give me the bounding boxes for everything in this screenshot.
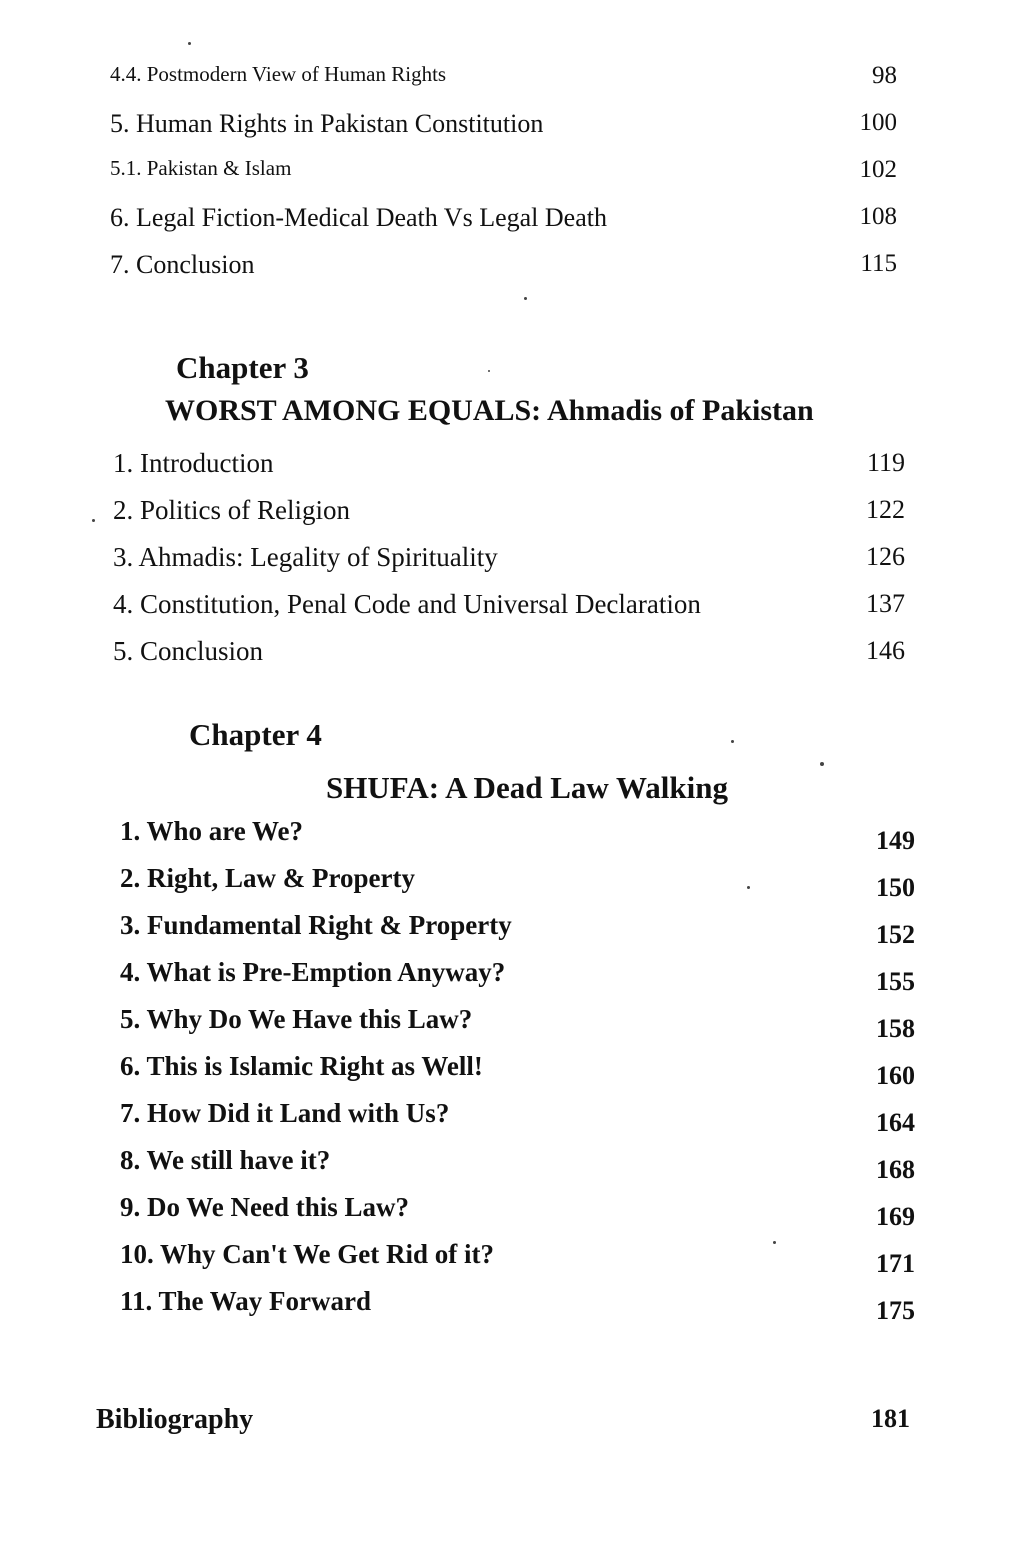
chapter-3-heading: WORST AMONG EQUALS: Ahmadis of Pakistan — [165, 394, 814, 427]
chapter4-entries — [0, 816, 1024, 1333]
toc-entry-title: 6. Legal Fiction-Medical Death Vs Legal Death — [110, 203, 607, 232]
chapter-3-label: Chapter 3 — [176, 350, 309, 385]
toc-entry-title: 3. Fundamental Right & Property — [120, 910, 512, 940]
toc-entry — [0, 910, 1024, 957]
toc-entry-page: 158 — [876, 1014, 915, 1043]
toc-entry-page: 122 — [866, 495, 905, 524]
toc-entry — [0, 816, 1024, 863]
toc-entry — [0, 1192, 1024, 1239]
toc-entry-title: 4. What is Pre-Emption Anyway? — [120, 957, 506, 987]
toc-entry-page: 102 — [859, 156, 897, 183]
scan-speck — [747, 886, 750, 889]
toc-entry — [0, 589, 1024, 636]
toc-entry — [0, 448, 1024, 495]
toc-entry — [0, 1145, 1024, 1192]
toc-entry — [0, 863, 1024, 910]
toc-entry-page: 164 — [876, 1108, 915, 1137]
toc-entry-title: 2. Right, Law & Property — [120, 863, 415, 893]
chapter2-entries — [0, 62, 1024, 297]
scan-speck — [524, 297, 527, 300]
scan-speck — [188, 42, 191, 45]
toc-entry-title: 11. The Way Forward — [120, 1286, 372, 1316]
toc-entry — [0, 542, 1024, 589]
scan-speck — [92, 519, 95, 522]
chapter-4-label: Chapter 4 — [189, 717, 322, 752]
bibliography-title: Bibliography — [96, 1404, 254, 1435]
toc-entry-page: 149 — [876, 826, 915, 855]
toc-entry-title: 5. Why Do We Have this Law? — [120, 1004, 473, 1034]
toc-entry — [0, 1004, 1024, 1051]
toc-entry-page: 98 — [872, 62, 897, 89]
toc-entry — [0, 62, 1024, 109]
chapter3-entries — [0, 448, 1024, 683]
toc-entry — [0, 156, 1024, 203]
toc-entry-title: 9. Do We Need this Law? — [120, 1192, 410, 1222]
scan-speck — [820, 762, 824, 766]
toc-entry-page: 100 — [859, 109, 897, 136]
toc-entry-title: 3. Ahmadis: Legality of Spirituality — [113, 542, 498, 572]
toc-entry — [0, 1239, 1024, 1286]
toc-entry-title: 4.4. Postmodern View of Human Rights — [110, 62, 447, 86]
toc-entry-title: 8. We still have it? — [120, 1145, 331, 1175]
scan-speck — [773, 1241, 776, 1244]
toc-entry-page: 160 — [876, 1061, 915, 1090]
toc-entry-title: 4. Constitution, Penal Code and Universal Declaration — [113, 589, 701, 619]
toc-entry-title: 5.1. Pakistan & Islam — [110, 156, 292, 180]
toc-entry — [0, 1051, 1024, 1098]
toc-entry — [0, 636, 1024, 683]
toc-entry-title: 6. This is Islamic Right as Well! — [120, 1051, 483, 1081]
toc-entry-page: 171 — [876, 1249, 915, 1278]
toc-entry-page: 115 — [860, 250, 897, 277]
toc-entry-page: 108 — [859, 203, 897, 230]
toc-entry-title: 2. Politics of Religion — [113, 495, 351, 525]
toc-entry-page: 146 — [866, 636, 905, 665]
toc-entry-page: 119 — [866, 448, 905, 477]
toc-entry-title: 1. Introduction — [113, 448, 274, 478]
toc-entry-page: 168 — [876, 1155, 915, 1184]
toc-entry — [0, 250, 1024, 297]
toc-entry — [0, 203, 1024, 250]
toc-entry-title: 10. Why Can't We Get Rid of it? — [120, 1239, 495, 1269]
toc-entry-title: 7. How Did it Land with Us? — [120, 1098, 450, 1128]
toc-entry-page: 126 — [866, 542, 905, 571]
toc-entry-title: 1. Who are We? — [120, 816, 304, 846]
toc-entry-page: 155 — [876, 967, 915, 996]
bibliography-page: 181 — [871, 1404, 910, 1433]
toc-entry — [0, 1286, 1024, 1333]
toc-entry-page: 152 — [876, 920, 915, 949]
toc-entry-title: 7. Conclusion — [110, 250, 255, 279]
scan-speck — [731, 740, 734, 743]
toc-entry — [0, 1098, 1024, 1145]
toc-entry-page: 175 — [876, 1296, 915, 1325]
toc-entry-page: 150 — [876, 873, 915, 902]
toc-entry — [0, 957, 1024, 1004]
chapter-4-heading: SHUFA: A Dead Law Walking — [326, 770, 728, 805]
toc-entry-title: 5. Human Rights in Pakistan Constitution — [110, 109, 544, 138]
scan-speck — [488, 370, 490, 372]
toc-entry — [0, 109, 1024, 156]
toc-entry — [0, 495, 1024, 542]
toc-entry-page: 169 — [876, 1202, 915, 1231]
toc-entry-page: 137 — [866, 589, 905, 618]
toc-entry-title: 5. Conclusion — [113, 636, 264, 666]
